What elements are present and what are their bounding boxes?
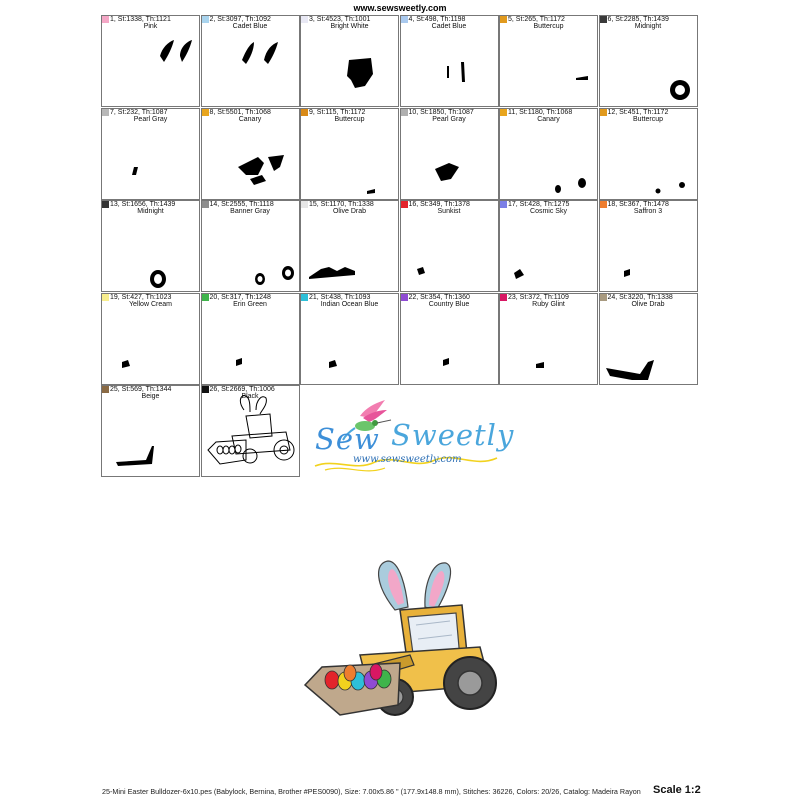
color-cell-13: [101, 200, 200, 292]
color-thread-name: Yellow Cream: [129, 300, 172, 308]
color-cell-6: [599, 15, 698, 107]
color-stitch-info: 13, St:1656, Th:1439: [110, 201, 176, 208]
color-cell-24: [599, 293, 698, 385]
color-shape-icon: [202, 294, 300, 385]
scale-label: Scale 1:2: [653, 784, 701, 796]
color-thread-name: Buttercup: [334, 115, 365, 123]
color-cell-20: [201, 293, 300, 385]
sewsweetly-logo: [305, 398, 515, 478]
easter-bulldozer-icon: [300, 555, 500, 725]
color-thread-name: Sunkist: [437, 208, 461, 215]
color-thread-name: Erin Green: [233, 300, 267, 308]
color-thread-name: Pearl Gray: [432, 115, 466, 123]
color-stitch-info: 26, St:2669, Th:1006: [209, 386, 275, 393]
color-thread-name: Cadet Blue: [431, 23, 467, 30]
color-cell-12: [599, 108, 698, 200]
color-thread-name: Indian Ocean Blue: [320, 300, 379, 308]
color-shape-icon: [401, 16, 499, 107]
color-shape-icon: [301, 16, 399, 107]
color-stitch-info: 7, St:232, Th:1087: [110, 108, 168, 116]
color-cell-16: [400, 200, 499, 292]
color-stitch-info: 17, St:428, Th:1275: [508, 201, 570, 208]
color-stitch-info: 24, St:3220, Th:1338: [607, 293, 673, 301]
color-cell-17: [499, 200, 598, 292]
color-cell-2: [201, 15, 300, 107]
color-thread-name: Ruby Glint: [532, 300, 565, 308]
color-cell-7: [101, 108, 200, 200]
color-stitch-info: 21, St:438, Th:1093: [309, 293, 371, 301]
color-shape-icon: [500, 109, 598, 200]
color-shape-icon: [102, 109, 200, 200]
color-stitch-info: 4, St:498, Th:1198: [408, 16, 466, 23]
color-shape-icon: [500, 294, 598, 385]
color-stitch-info: 1, St:1338, Th:1121: [110, 16, 171, 23]
color-stitch-info: 11, St:1180, Th:1068: [508, 108, 573, 116]
color-stitch-info: 10, St:1850, Th:1087: [408, 108, 474, 116]
color-thread-name: Canary: [238, 115, 262, 123]
color-stitch-info: 16, St:349, Th:1378: [408, 201, 470, 208]
color-thread-name: Midnight: [634, 23, 662, 30]
color-stitch-info: 8, St:5501, Th:1068: [209, 108, 271, 116]
color-shape-icon: [401, 109, 499, 200]
color-cell-22: [400, 293, 499, 385]
color-cell-15: [300, 200, 399, 292]
color-stitch-info: 9, St:115, Th:1172: [309, 108, 366, 116]
color-shape-icon: [600, 16, 698, 107]
color-shape-icon: [202, 16, 300, 107]
color-thread-name: Olive Drab: [631, 300, 665, 308]
color-thread-name: Bright White: [330, 23, 369, 30]
color-cell-25: [101, 385, 200, 477]
color-shape-icon: [301, 109, 399, 200]
color-stitch-info: 19, St:427, Th:1023: [110, 293, 172, 301]
color-cell-23: [499, 293, 598, 385]
color-thread-name: Pearl Gray: [133, 115, 168, 123]
color-thread-name: Olive Drab: [332, 208, 367, 215]
color-thread-name: Buttercup: [533, 23, 564, 30]
color-thread-name: Saffron 3: [633, 208, 663, 215]
color-shape-icon: [401, 201, 499, 292]
color-stitch-info: 3, St:4523, Th:1001: [309, 16, 371, 23]
color-cell-4: [400, 15, 499, 107]
color-thread-name: Pink: [143, 23, 158, 30]
color-stitch-info: 15, St:1170, Th:1338: [309, 201, 374, 208]
logo-word-sweetly: Sweetly: [391, 418, 515, 452]
color-thread-name: Black: [241, 393, 259, 400]
color-shape-icon: [500, 201, 598, 292]
color-stitch-info: 5, St:265, Th:1172: [508, 16, 565, 23]
color-shape-icon: [600, 109, 698, 200]
color-shape-icon: [102, 201, 200, 292]
color-stitch-info: 22, St:354, Th:1360: [408, 293, 470, 301]
color-cell-3: [300, 15, 399, 107]
color-shape-icon: [202, 201, 300, 292]
color-shape-icon: [600, 294, 698, 385]
color-stitch-info: 12, St:451, Th:1172: [607, 108, 669, 116]
color-cell-9: [300, 108, 399, 200]
design-info-footer: 25-Mini Easter Bulldozer-6x10.pes (Babylock, Bernina, Brother #PES0090), Size: 7.00x5.86 " (177.9x148.8 mm), Stitches: 36226, Colors: 20/26, Catalog: Madeira Rayon: [102, 787, 641, 796]
color-cell-10: [400, 108, 499, 200]
color-thread-name: Midnight: [137, 208, 164, 215]
color-thread-name: Canary: [537, 115, 560, 123]
color-thread-name: Cosmic Sky: [530, 208, 567, 215]
color-stitch-info: 20, St:317, Th:1248: [209, 293, 271, 301]
color-stitch-info: 2, St:3097, Th:1092: [209, 16, 271, 23]
color-cell-21: [300, 293, 399, 385]
color-stitch-info: 6, St:2285, Th:1439: [607, 16, 669, 23]
color-stitch-info: 25, St:569, Th:1344: [110, 386, 172, 393]
color-shape-icon: [301, 201, 399, 292]
color-cell-11: [499, 108, 598, 200]
color-cell-14: [201, 200, 300, 292]
color-cell-1: [101, 15, 200, 107]
logo-url: www.sewsweetly.com: [353, 454, 462, 465]
bulldozer-design-preview: [300, 555, 500, 730]
color-cell-19: [101, 293, 200, 385]
color-stitch-info: 23, St:372, Th:1109: [508, 293, 569, 301]
color-thread-name: Beige: [141, 393, 160, 400]
color-shape-icon: [600, 201, 698, 292]
color-cell-8: [201, 108, 300, 200]
color-shape-icon: [401, 294, 499, 385]
color-shape-icon: [500, 16, 598, 107]
color-thread-name: Banner Gray: [230, 208, 270, 215]
color-thread-name: Buttercup: [633, 115, 663, 123]
color-stitch-info: 14, St:2555, Th:1118: [209, 201, 274, 208]
color-thread-name: Cadet Blue: [232, 23, 268, 30]
composite-outline-icon: [202, 386, 300, 477]
color-cell-26: [201, 385, 300, 477]
color-cell-18: [599, 200, 698, 292]
color-shape-icon: [102, 16, 200, 107]
color-shape-icon: [102, 294, 200, 385]
color-shape-icon: [202, 109, 300, 200]
color-shape-icon: [102, 386, 200, 477]
color-thread-name: Country Blue: [428, 300, 470, 308]
site-url-header: www.sewsweetly.com: [353, 3, 447, 13]
color-cell-5: [499, 15, 598, 107]
color-stitch-info: 18, St:367, Th:1478: [607, 201, 669, 208]
color-shape-icon: [301, 294, 399, 385]
logo-word-sew: Sew: [315, 422, 380, 456]
